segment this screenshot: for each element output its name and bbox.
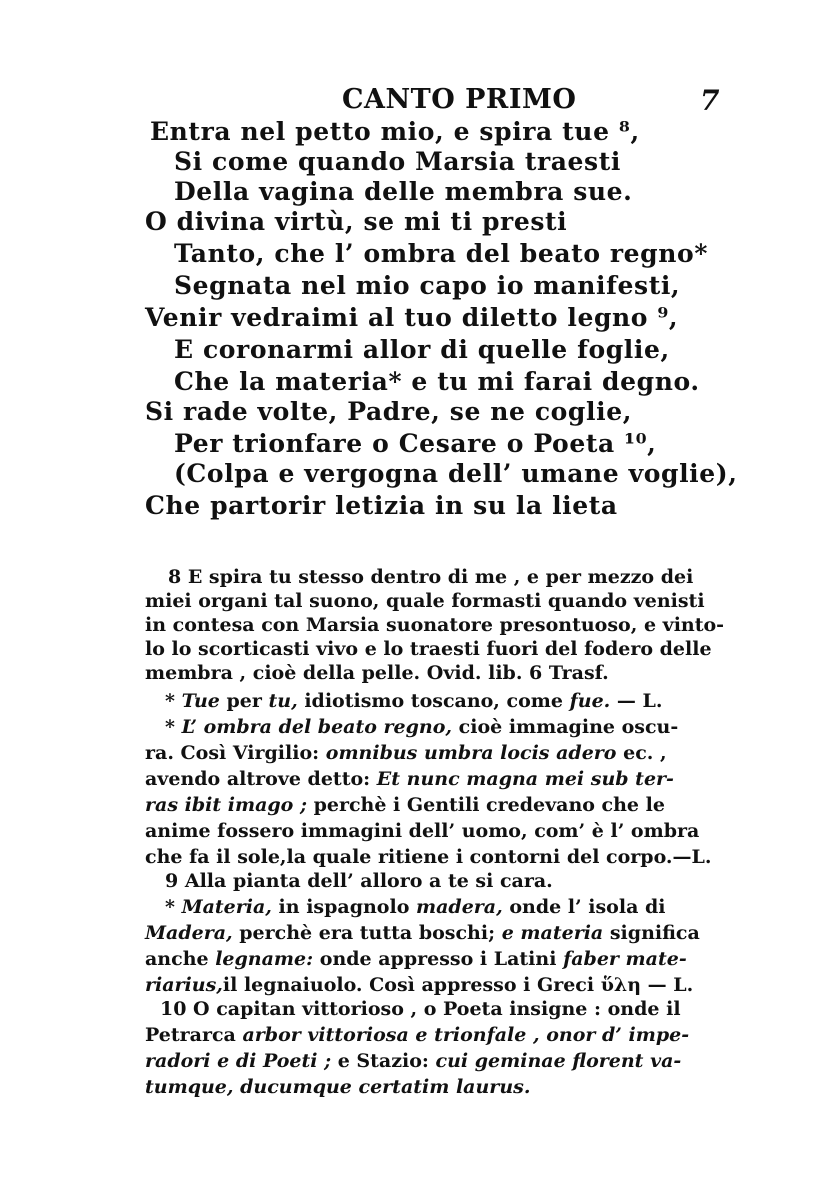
text: 8 E spira tu stesso dentro di me , e per mezzo dei bbox=[168, 566, 694, 588]
text: idiotismo toscano, come bbox=[297, 690, 570, 712]
verse-line: Entra nel petto mio, e spira tue ⁸, bbox=[150, 117, 640, 146]
text: ra. Così Virgilio: bbox=[145, 742, 326, 764]
verse-line: Tanto, che l’ ombra del beato regno* bbox=[174, 239, 708, 268]
italic-text: Tue bbox=[181, 690, 220, 712]
italic-text: arbor vittoriosa e trionfale , onor d’ impe- bbox=[242, 1024, 690, 1046]
verse-line: E coronarmi allor di quelle foglie, bbox=[174, 335, 670, 364]
footnote-line bbox=[165, 715, 678, 739]
text: onde l’ isola di bbox=[502, 896, 666, 918]
text: Petrarca bbox=[145, 1024, 243, 1046]
text: e Stazio: bbox=[331, 1050, 436, 1072]
text: cioè immagine oscu- bbox=[452, 716, 679, 738]
text: perchè i Gentili credevano che le bbox=[306, 794, 665, 816]
verse-line: Segnata nel mio capo io manifesti, bbox=[174, 271, 681, 300]
footnote-line bbox=[145, 767, 674, 791]
text: miei organi tal suono, quale formasti quando venisti bbox=[145, 590, 705, 612]
footnote-line bbox=[145, 793, 665, 817]
text: per bbox=[219, 690, 269, 712]
footnote-line bbox=[165, 895, 666, 919]
footnote-line bbox=[165, 689, 663, 713]
italic-text: cui geminae florent va- bbox=[435, 1050, 682, 1072]
footnote-line bbox=[160, 997, 681, 1021]
text: perchè era tutta boschi; bbox=[232, 922, 502, 944]
italic-text: madera, bbox=[416, 896, 503, 918]
text: * bbox=[165, 716, 182, 738]
italic-text: tu, bbox=[268, 690, 298, 712]
italic-text: radori e di Poeti ; bbox=[145, 1050, 332, 1072]
italic-text: e materia bbox=[501, 922, 604, 944]
footnote-line bbox=[145, 1049, 681, 1073]
text: ec. , bbox=[616, 742, 667, 764]
verse-line: Si rade volte, Padre, se ne coglie, bbox=[145, 397, 633, 426]
text: 10 O capitan vittorioso , o Poeta insigne : onde il bbox=[160, 998, 681, 1020]
text: onde appresso i Latini bbox=[313, 948, 564, 970]
text: membra , cioè della pelle. Ovid. lib. 6 Trasf. bbox=[145, 662, 609, 684]
footnote-line bbox=[145, 845, 712, 869]
italic-text: ras ibit imago ; bbox=[145, 794, 307, 816]
page-title: CANTO PRIMO bbox=[342, 84, 577, 115]
text: * bbox=[165, 690, 182, 712]
italic-text: fue. bbox=[569, 690, 611, 712]
footnote-line bbox=[145, 1075, 530, 1099]
italic-text: Madera, bbox=[145, 922, 233, 944]
text: * bbox=[165, 896, 182, 918]
italic-text: faber mate- bbox=[563, 948, 687, 970]
text: significa bbox=[603, 922, 700, 944]
footnote-line bbox=[145, 661, 609, 685]
italic-text: Et nunc magna mei sub ter- bbox=[376, 768, 674, 790]
footnote-line bbox=[145, 589, 705, 613]
italic-text: riarius, bbox=[145, 974, 223, 996]
verse-line: (Colpa e vergogna dell’ umane voglie), bbox=[174, 459, 738, 488]
footnote-line bbox=[165, 869, 553, 893]
footnote-line bbox=[145, 741, 667, 765]
verse-line: Che partorir letizia in su la lieta bbox=[145, 491, 618, 520]
text: in ispagnolo bbox=[271, 896, 416, 918]
text: lo lo scorticasti vivo e lo traesti fuori del fodero delle bbox=[145, 638, 712, 660]
verse-line: Si come quando Marsia traesti bbox=[174, 147, 621, 176]
footnote-line bbox=[145, 613, 724, 637]
text: 9 Alla pianta dell’ alloro a te si cara. bbox=[165, 870, 553, 892]
text: anime fossero immagini dell’ uomo, com’ è l’ ombra bbox=[145, 820, 700, 842]
footnote-line bbox=[145, 947, 687, 971]
verse-line: Per trionfare o Cesare o Poeta ¹⁰, bbox=[174, 429, 657, 458]
page-number: 7 bbox=[700, 84, 720, 117]
verse-line: Della vagina delle membra sue. bbox=[174, 177, 633, 206]
verse-line: Che la materia* e tu mi farai degno. bbox=[174, 367, 700, 396]
verse-line: O divina virtù, se mi ti presti bbox=[145, 207, 568, 236]
footnote-line bbox=[145, 973, 693, 997]
footnote-line bbox=[168, 565, 693, 589]
italic-text: L’ ombra del beato regno, bbox=[181, 716, 453, 738]
footnote-line bbox=[145, 1023, 689, 1047]
italic-text: omnibus umbra locis adero bbox=[325, 742, 617, 764]
italic-text: legname: bbox=[215, 948, 314, 970]
verse-line: Venir vedraimi al tuo diletto legno ⁹, bbox=[145, 303, 679, 332]
text: anche bbox=[145, 948, 216, 970]
footnote-line bbox=[145, 637, 712, 661]
footnote-line bbox=[145, 921, 700, 945]
italic-text: tumque, ducumque certatim laurus. bbox=[145, 1076, 531, 1098]
italic-text: Materia, bbox=[181, 896, 272, 918]
text: — L. bbox=[610, 690, 663, 712]
text: in contesa con Marsia suonatore presontuoso, e vinto- bbox=[145, 614, 725, 636]
footnote-line bbox=[145, 819, 699, 843]
text: il legnaiuolo. Così appresso i Greci ὕλη — L. bbox=[222, 974, 694, 996]
text: che fa il sole,la quale ritiene i contorni del corpo.—L. bbox=[145, 846, 712, 868]
text: avendo altrove detto: bbox=[145, 768, 377, 790]
